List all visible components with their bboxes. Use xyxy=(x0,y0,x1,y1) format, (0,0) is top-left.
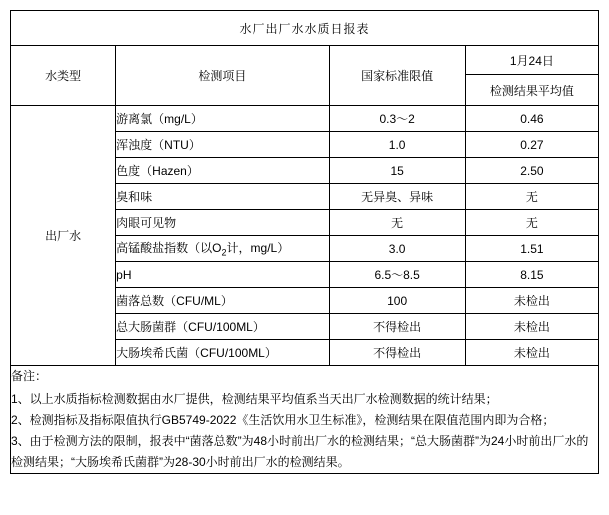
column-header-water-type: 水类型 xyxy=(11,46,116,106)
limit-value: 3.0 xyxy=(329,236,465,262)
note-line-2: 2、检测指标及指标限值执行GB5749-2022《生活饮用水卫生标准》，检测结果在限值范围内即为合格； xyxy=(11,413,555,427)
item-label: 菌落总数（CFU/ML） xyxy=(116,288,329,314)
limit-value: 1.0 xyxy=(329,132,465,158)
limit-value: 无异臭、异味 xyxy=(329,184,465,210)
result-value: 8.15 xyxy=(465,262,598,288)
result-value: 2.50 xyxy=(465,158,598,184)
result-value: 无 xyxy=(465,184,598,210)
limit-value: 15 xyxy=(329,158,465,184)
result-value: 1.51 xyxy=(465,236,598,262)
water-type-value: 出厂水 xyxy=(11,106,116,366)
notes-section xyxy=(11,366,599,474)
result-value: 未检出 xyxy=(465,340,598,366)
notes-header: 备注： xyxy=(11,369,48,383)
table-row xyxy=(11,106,599,132)
limit-value: 0.3～2 xyxy=(329,106,465,132)
result-value: 未检出 xyxy=(465,288,598,314)
column-header-date-sub: 检测结果平均值 xyxy=(465,75,598,106)
limit-value: 6.5～8.5 xyxy=(329,262,465,288)
item-label: 总大肠菌群（CFU/100ML） xyxy=(116,314,329,340)
item-label: 大肠埃希氏菌（CFU/100ML） xyxy=(116,340,329,366)
limit-value: 100 xyxy=(329,288,465,314)
item-label: 游离氯（mg/L） xyxy=(116,106,329,132)
column-header-item: 检测项目 xyxy=(116,46,329,106)
item-label: 浑浊度（NTU） xyxy=(116,132,329,158)
item-label: 臭和味 xyxy=(116,184,329,210)
page-title: 水厂出厂水水质日报表 xyxy=(11,11,599,46)
result-value: 0.46 xyxy=(465,106,598,132)
item-label: 高锰酸盐指数（以$O_2$计，mg/L） xyxy=(116,236,329,262)
note-line-1: 1、以上水质指标检测数据由水厂提供，检测结果平均值系当天出厂水检测数据的统计结果； xyxy=(11,392,498,406)
result-value: 0.27 xyxy=(465,132,598,158)
column-header-standard-limit: 国家标准限值 xyxy=(329,46,465,106)
item-label: 肉眼可见物 xyxy=(116,210,329,236)
column-header-date: 1月24日 xyxy=(465,46,598,75)
table-title-row xyxy=(11,11,599,46)
subscript-2: 2 xyxy=(221,247,227,258)
result-value: 无 xyxy=(465,210,598,236)
notes-row xyxy=(11,366,599,474)
limit-value: 不得检出 xyxy=(329,340,465,366)
note-line-3: 3、由于检测方法的限制，报表中“菌落总数”为48小时前出厂水的检测结果；“总大肠菌群”为24小时前出厂水的检测结果；“大肠埃希氏菌群”为28-30小时前出厂水的检测结果。 xyxy=(11,434,589,469)
result-value: 未检出 xyxy=(465,314,598,340)
limit-value: 无 xyxy=(329,210,465,236)
item-label: pH xyxy=(116,262,329,288)
limit-value: 不得检出 xyxy=(329,314,465,340)
table-header-row-1 xyxy=(11,46,599,75)
item-label: 色度（Hazen） xyxy=(116,158,329,184)
water-quality-report-table xyxy=(10,10,599,474)
